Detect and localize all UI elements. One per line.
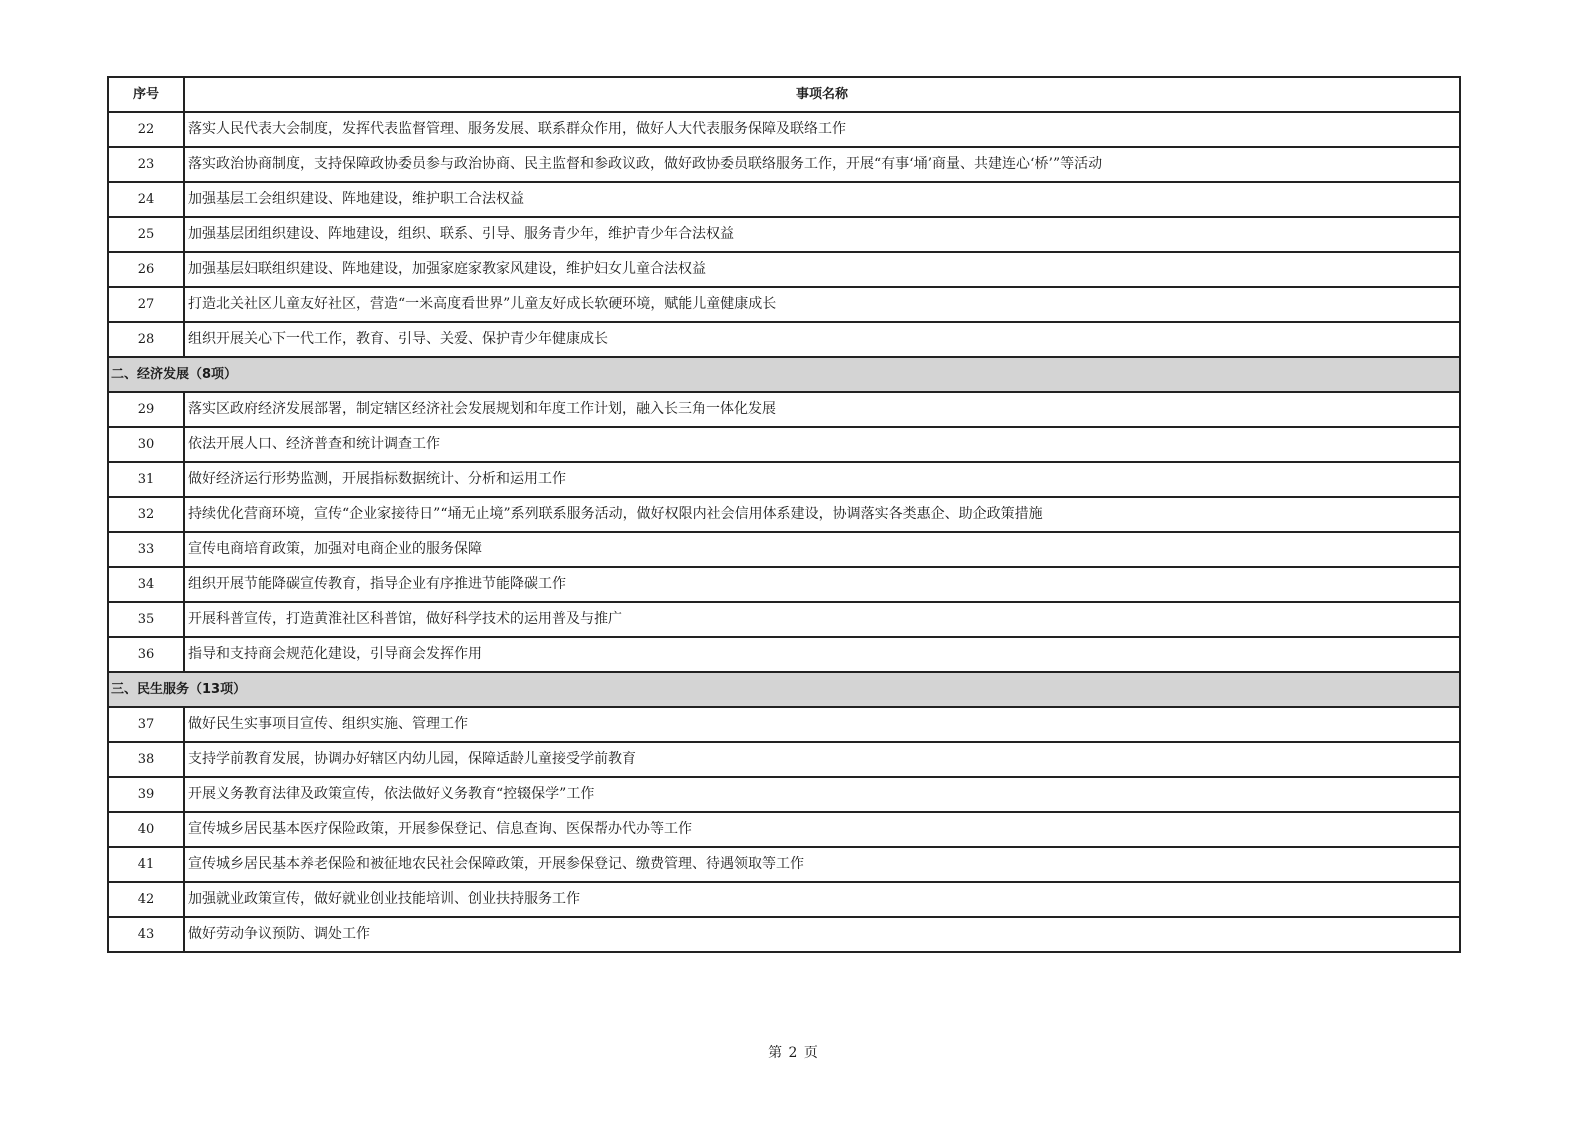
table-row: [108, 602, 1460, 637]
row-number: 22: [108, 112, 184, 147]
row-item-name: 打造北关社区儿童友好社区，营造“一米高度看世界”儿童友好成长软硬环境，赋能儿童健康成长: [184, 287, 1460, 322]
row-number: 25: [108, 217, 184, 252]
row-item-name: 加强基层工会组织建设、阵地建设，维护职工合法权益: [184, 182, 1460, 217]
header-no: 序号: [108, 77, 184, 112]
header-name: 事项名称: [184, 77, 1460, 112]
row-item-name: 宣传城乡居民基本养老保险和被征地农民社会保障政策，开展参保登记、缴费管理、待遇领取等工作: [184, 847, 1460, 882]
table-body: [108, 112, 1460, 952]
matters-table: [107, 76, 1461, 953]
table-row: [108, 217, 1460, 252]
table-row: [108, 847, 1460, 882]
table-row: [108, 112, 1460, 147]
row-item-name: 指导和支持商会规范化建设，引导商会发挥作用: [184, 637, 1460, 672]
table-row: [108, 532, 1460, 567]
row-number: 27: [108, 287, 184, 322]
row-number: 34: [108, 567, 184, 602]
table-row: [108, 462, 1460, 497]
section-row: [108, 357, 1460, 392]
table-row: [108, 497, 1460, 532]
row-number: 23: [108, 147, 184, 182]
table-row: [108, 707, 1460, 742]
row-number: 35: [108, 602, 184, 637]
row-number: 24: [108, 182, 184, 217]
row-item-name: 落实政治协商制度，支持保障政协委员参与政治协商、民主监督和参政议政，做好政协委员联络服务工作，开展“有事‘埇’商量、共建连心‘桥’”等活动: [184, 147, 1460, 182]
row-item-name: 做好民生实事项目宣传、组织实施、管理工作: [184, 707, 1460, 742]
table-row: [108, 427, 1460, 462]
row-number: 30: [108, 427, 184, 462]
section-title: 二、经济发展（8项）: [108, 357, 1460, 392]
row-number: 38: [108, 742, 184, 777]
row-number: 39: [108, 777, 184, 812]
table-row: [108, 252, 1460, 287]
table-row: [108, 147, 1460, 182]
row-item-name: 加强就业政策宣传，做好就业创业技能培训、创业扶持服务工作: [184, 882, 1460, 917]
row-number: 28: [108, 322, 184, 357]
row-item-name: 开展义务教育法律及政策宣传，依法做好义务教育“控辍保学”工作: [184, 777, 1460, 812]
row-number: 33: [108, 532, 184, 567]
table-row: [108, 567, 1460, 602]
row-item-name: 开展科普宣传，打造黄淮社区科普馆，做好科学技术的运用普及与推广: [184, 602, 1460, 637]
row-item-name: 做好劳动争议预防、调处工作: [184, 917, 1460, 952]
table-row: [108, 812, 1460, 847]
row-item-name: 支持学前教育发展，协调办好辖区内幼儿园，保障适龄儿童接受学前教育: [184, 742, 1460, 777]
table-row: [108, 917, 1460, 952]
row-item-name: 宣传电商培育政策，加强对电商企业的服务保障: [184, 532, 1460, 567]
row-item-name: 宣传城乡居民基本医疗保险政策，开展参保登记、信息查询、医保帮办代办等工作: [184, 812, 1460, 847]
row-item-name: 持续优化营商环境，宣传“企业家接待日”“埇无止境”系列联系服务活动，做好权限内社会信用体系建设，协调落实各类惠企、助企政策措施: [184, 497, 1460, 532]
table-row: [108, 637, 1460, 672]
row-item-name: 加强基层妇联组织建设、阵地建设，加强家庭家教家风建设，维护妇女儿童合法权益: [184, 252, 1460, 287]
table-row: [108, 742, 1460, 777]
table-row: [108, 322, 1460, 357]
row-number: 40: [108, 812, 184, 847]
page-number: 第 2 页: [768, 1045, 819, 1061]
row-item-name: 做好经济运行形势监测，开展指标数据统计、分析和运用工作: [184, 462, 1460, 497]
row-item-name: 落实区政府经济发展部署，制定辖区经济社会发展规划和年度工作计划，融入长三角一体化发展: [184, 392, 1460, 427]
table-row: [108, 392, 1460, 427]
row-number: 31: [108, 462, 184, 497]
section-title: 三、民生服务（13项）: [108, 672, 1460, 707]
row-number: 32: [108, 497, 184, 532]
table-row: [108, 287, 1460, 322]
table-header-row: [108, 77, 1460, 112]
row-item-name: 组织开展关心下一代工作，教育、引导、关爱、保护青少年健康成长: [184, 322, 1460, 357]
row-number: 26: [108, 252, 184, 287]
row-number: 36: [108, 637, 184, 672]
table-row: [108, 777, 1460, 812]
row-number: 37: [108, 707, 184, 742]
row-number: 42: [108, 882, 184, 917]
row-item-name: 加强基层团组织建设、阵地建设，组织、联系、引导、服务青少年，维护青少年合法权益: [184, 217, 1460, 252]
row-number: 41: [108, 847, 184, 882]
row-item-name: 依法开展人口、经济普查和统计调查工作: [184, 427, 1460, 462]
row-number: 29: [108, 392, 184, 427]
table-row: [108, 882, 1460, 917]
row-number: 43: [108, 917, 184, 952]
table-row: [108, 182, 1460, 217]
section-row: [108, 672, 1460, 707]
row-item-name: 组织开展节能降碳宣传教育，指导企业有序推进节能降碳工作: [184, 567, 1460, 602]
row-item-name: 落实人民代表大会制度，发挥代表监督管理、服务发展、联系群众作用，做好人大代表服务保障及联络工作: [184, 112, 1460, 147]
